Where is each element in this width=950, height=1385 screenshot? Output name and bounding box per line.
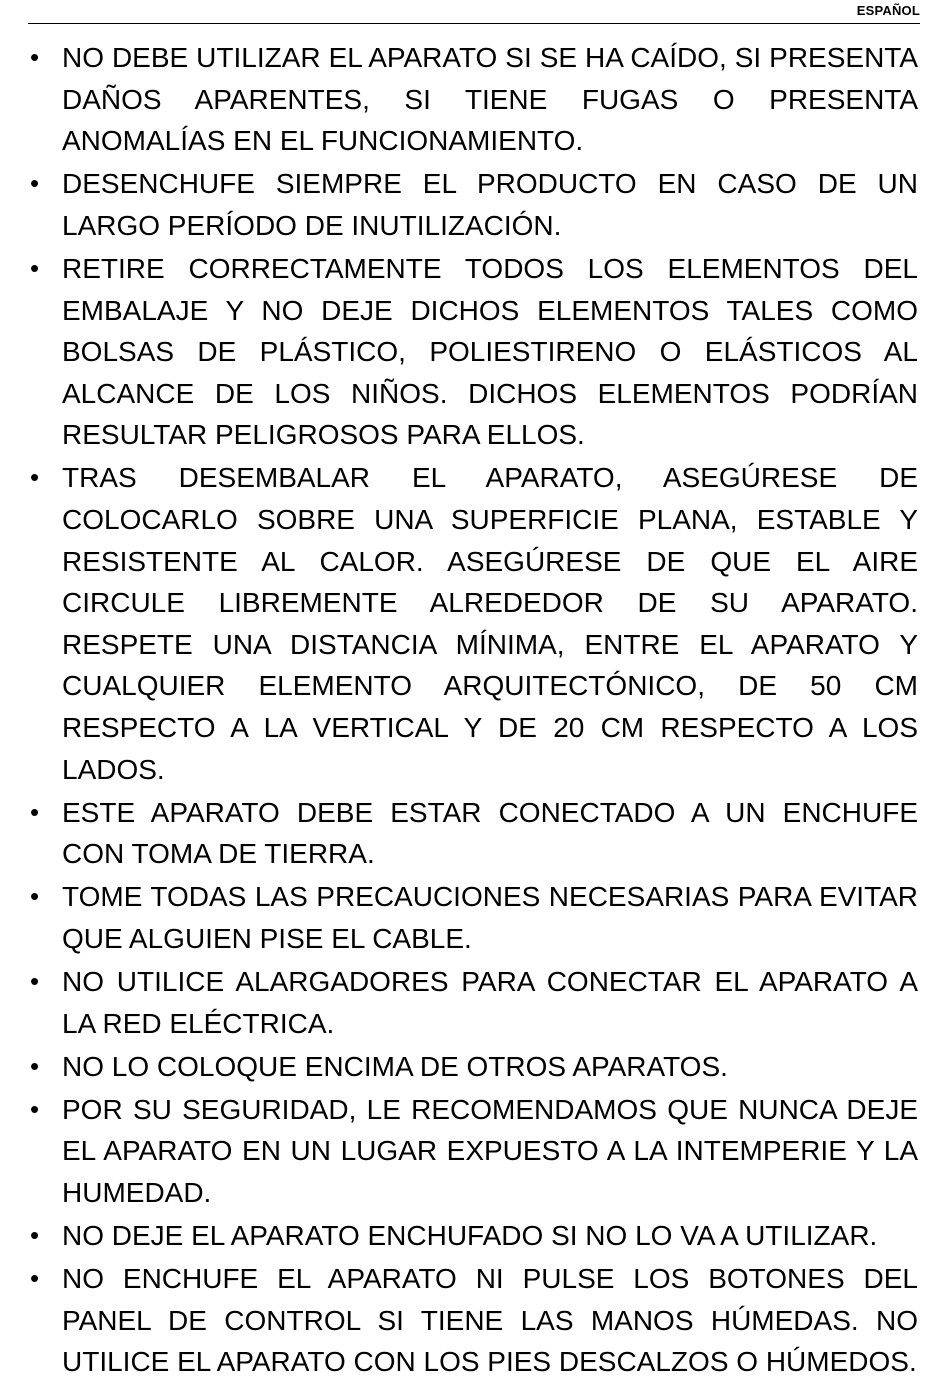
bullet-icon: •: [30, 1263, 40, 1294]
list-item: [30, 37, 918, 162]
bullet-icon: •: [30, 252, 40, 283]
item-text: RETIRE CORRECTAMENTE TODOS LOS ELEMENTOS DEL EMBALAJE Y NO DEJE DICHOS ELEMENTOS TALES COMO BOLSAS DE PLÁSTICO, POLIESTIRENO O ELÁSTICOS AL ALCANCE DE LOS NIÑOS. DICHOS ELEMENTOS PODRÍAN RESULTAR PELIGROSOS PARA ELLOS.: [62, 252, 918, 451]
list-item: [30, 961, 918, 1044]
item-text: NO DEJE EL APARATO ENCHUFADO SI NO LO VA A UTILIZAR.: [62, 1220, 878, 1252]
item-text: DESENCHUFE SIEMPRE EL PRODUCTO EN CASO DE UN LARGO PERÍODO DE INUTILIZACIÓN.: [62, 168, 918, 241]
list-item: [30, 876, 918, 959]
safety-instructions-list: [30, 37, 918, 1385]
list-item: [30, 1215, 918, 1257]
list-item: [30, 1046, 918, 1088]
bullet-icon: •: [30, 168, 40, 199]
list-item: [30, 163, 918, 246]
bullet-icon: •: [30, 1093, 40, 1124]
bullet-icon: •: [30, 42, 40, 72]
bullet-icon: •: [30, 462, 40, 493]
list-item: [30, 1258, 918, 1383]
language-label: ESPAÑOL: [856, 3, 920, 18]
page-header: [28, 0, 920, 24]
bullet-icon: •: [30, 1220, 40, 1251]
item-text: ESTE APARATO DEBE ESTAR CONECTADO A UN ENCHUFE CON TOMA DE TIERRA.: [62, 796, 918, 870]
item-text: POR SU SEGURIDAD, LE RECOMENDAMOS QUE NUNCA DEJE EL APARATO EN UN LUGAR EXPUESTO A LA INTEMPERIE Y LA HUMEDAD.: [62, 1093, 918, 1209]
item-text: NO ENCHUFE EL APARATO NI PULSE LOS BOTONES DEL PANEL DE CONTROL SI TIENE LAS MANOS HÚMEDAS. NO UTILICE EL APARATO CON LOS PIES DESCALZOS O HÚMEDOS.: [62, 1263, 918, 1378]
list-item: [30, 792, 918, 875]
list-item: [30, 457, 918, 790]
bullet-icon: •: [30, 1050, 40, 1081]
list-item: [30, 1089, 918, 1214]
bullet-icon: •: [30, 881, 40, 912]
item-text: TRAS DESEMBALAR EL APARATO, ASEGÚRESE DE COLOCARLO SOBRE UNA SUPERFICIE PLANA, ESTABLE Y RESISTENTE AL CALOR. ASEGÚRESE DE QUE EL AIRE CIRCULE LIBREMENTE ALREDEDOR DE SU APARATO. RESPETE UNA DISTANCIA MÍNIMA, ENTRE EL APARATO Y CUALQUIER ELEMENTO ARQUITECTÓNICO, DE 50 CM RESPECTO A LA VERTICAL Y DE 20 CM RESPECTO A LOS LADOS.: [62, 462, 918, 785]
item-text: TOME TODAS LAS PRECAUCIONES NECESARIAS PARA EVITAR QUE ALGUIEN PISE EL CABLE.: [62, 881, 918, 954]
bullet-icon: •: [30, 966, 40, 997]
item-text: NO UTILICE ALARGADORES PARA CONECTAR EL APARATO A LA RED ELÉCTRICA.: [62, 966, 918, 1039]
list-item: [30, 248, 918, 456]
bullet-icon: •: [30, 796, 40, 827]
item-text: NO DEBE UTILIZAR EL APARATO SI SE HA CAÍDO, SI PRESENTA DAÑOS APARENTES, SI TIENE FUGAS O PRESENTA ANOMALÍAS EN EL FUNCIONAMIENTO.: [62, 42, 918, 157]
item-text: NO LO COLOQUE ENCIMA DE OTROS APARATOS.: [62, 1050, 728, 1082]
